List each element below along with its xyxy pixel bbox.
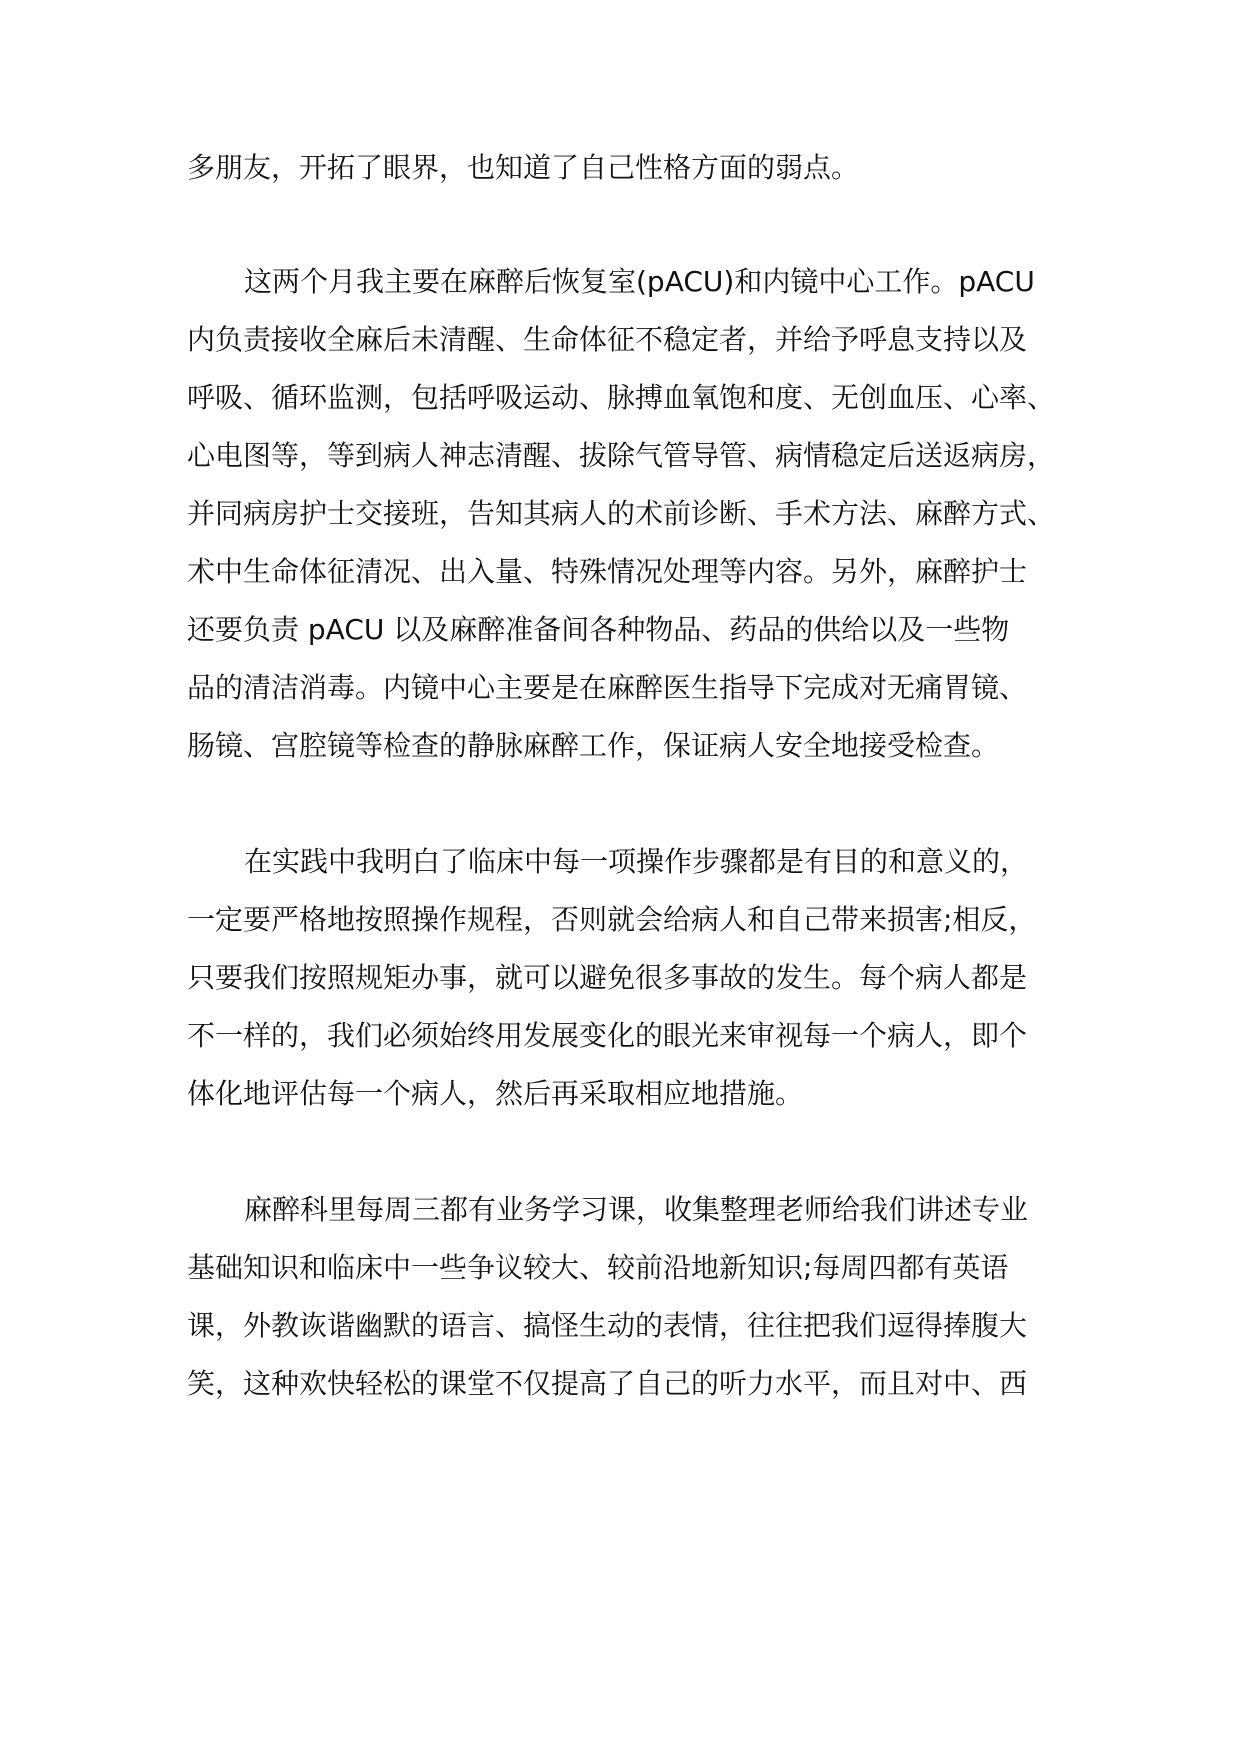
text-line: 术中生命体征清况、出入量、特殊情况处理等内容。另外，麻醉护士 [187,555,1028,588]
paragraph-first-line: 在实践中我明白了临床中每一项操作步骤都是有目的和意义的， [244,845,1029,878]
text-line: 内负责接收全麻后未清醒、生命体征不稳定者，并给予呼息支持以及 [187,323,1028,356]
text-line: 并同病房护士交接班，告知其病人的术前诊断、手术方法、麻醉方式、 [187,497,1056,530]
text-line: 基础知识和临床中一些争议较大、较前沿地新知识;每周四都有英语 [187,1251,1009,1284]
paragraph-first-line: 这两个月我主要在麻醉后恢复室(pACU)和内镜中心工作。pACU [244,265,1035,298]
text-line: 课，外教诙谐幽默的语言、搞怪生动的表情，往往把我们逗得捧腹大 [187,1309,1028,1342]
text-line: 只要我们按照规矩办事，就可以避免很多事故的发生。每个病人都是 [187,961,1028,994]
text-line: 品的清洁消毒。内镜中心主要是在麻醉医生指导下完成对无痛胃镜、 [187,671,1028,704]
paragraph-first-line: 麻醉科里每周三都有业务学习课，收集整理老师给我们讲述专业 [244,1193,1029,1226]
text-line: 不一样的，我们必须始终用发展变化的眼光来审视每一个病人，即个 [187,1019,1028,1052]
text-line: 笑，这种欢快轻松的课堂不仅提高了自己的听力水平，而且对中、西 [187,1367,1028,1400]
text-line: 体化地评估每一个病人，然后再采取相应地措施。 [187,1077,804,1110]
text-line: 心电图等，等到病人神志清醒、拔除气管导管、病情稳定后送返病房， [187,439,1056,472]
text-line: 还要负责 pACU 以及麻醉准备间各种物品、药品的供给以及一些物 [187,613,1010,646]
text-line: 多朋友，开拓了眼界，也知道了自己性格方面的弱点。 [187,151,860,184]
text-line: 肠镜、宫腔镜等检查的静脉麻醉工作，保证病人安全地接受检查。 [187,729,1000,762]
text-line: 呼吸、循环监测，包括呼吸运动、脉搏血氧饱和度、无创血压、心率、 [187,381,1056,414]
text-line: 一定要严格地按照操作规程，否则就会给病人和自己带来损害;相反， [187,903,1037,936]
